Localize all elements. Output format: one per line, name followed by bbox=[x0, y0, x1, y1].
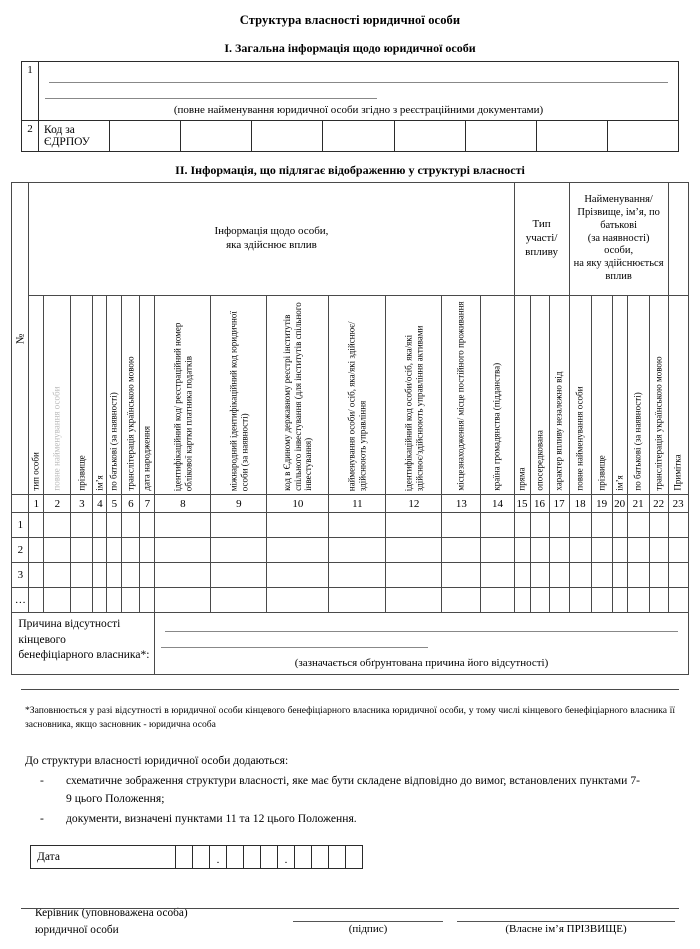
cell[interactable] bbox=[71, 588, 93, 613]
cell[interactable] bbox=[481, 513, 514, 538]
cell[interactable] bbox=[329, 513, 386, 538]
cell[interactable] bbox=[668, 588, 688, 613]
row-label: 1 bbox=[12, 513, 29, 538]
reason-caption: (зазначається обґрунтована причина його відсутності) bbox=[294, 657, 549, 669]
edrpou-digit-box[interactable] bbox=[181, 121, 252, 152]
footnote-text: *Заповнюється у разі відсутності в юридичної особи кінцевого бенефіціарного власника юридичної особи, у тому числі кінцевого бенефіціарного власника її засновника, якщо засновник - юридична особа bbox=[25, 705, 675, 730]
cell[interactable] bbox=[514, 588, 530, 613]
table-row bbox=[12, 513, 688, 538]
table-row-company-name bbox=[22, 62, 679, 121]
cell[interactable] bbox=[44, 588, 71, 613]
signature-block bbox=[25, 905, 675, 949]
bottom-divider bbox=[21, 908, 679, 909]
row-label: … bbox=[12, 588, 29, 613]
col-num-18: 18 bbox=[569, 495, 591, 513]
reason-label: Причина відсутності кінцевого бенефіціарного власника*: bbox=[12, 613, 155, 675]
cell[interactable] bbox=[530, 513, 549, 538]
col-header-6: транслітерація українською мовою bbox=[122, 296, 140, 495]
cell[interactable] bbox=[549, 563, 569, 588]
cell[interactable] bbox=[442, 588, 481, 613]
cell[interactable] bbox=[211, 588, 267, 613]
col-num-19: 19 bbox=[591, 495, 612, 513]
ownership-structure-table bbox=[11, 182, 688, 675]
bullet-dash-icon: - bbox=[40, 774, 44, 788]
cell[interactable] bbox=[569, 588, 591, 613]
col-num-21: 21 bbox=[627, 495, 649, 513]
row-index: 2 bbox=[22, 121, 39, 152]
signature-caption: (підпис) bbox=[348, 923, 388, 936]
col-header-16: опосередкована bbox=[530, 296, 549, 495]
cell[interactable] bbox=[612, 538, 627, 563]
cell[interactable] bbox=[514, 513, 530, 538]
col-header-11: найменування особи/ осіб, яка/які здійснює/ здійснюють управління bbox=[329, 296, 386, 495]
group-header-type: Тип участі/ впливу bbox=[514, 183, 569, 296]
cell[interactable] bbox=[155, 538, 211, 563]
cell[interactable] bbox=[481, 588, 514, 613]
cell[interactable] bbox=[386, 538, 442, 563]
col-header-19: прізвище bbox=[591, 296, 612, 495]
page-title: Структура власності юридичної особи bbox=[239, 13, 461, 27]
cell[interactable] bbox=[267, 588, 329, 613]
edrpou-digit-box[interactable] bbox=[252, 121, 323, 152]
cell[interactable] bbox=[386, 513, 442, 538]
col-num-23: 23 bbox=[668, 495, 688, 513]
name-rule-primary bbox=[49, 82, 668, 83]
cell[interactable] bbox=[612, 563, 627, 588]
column-number-row bbox=[12, 495, 688, 513]
cell[interactable] bbox=[140, 563, 155, 588]
cell[interactable] bbox=[29, 563, 44, 588]
attachments-intro: До структури власності юридичної особи додаються: bbox=[25, 753, 289, 767]
group-header-note-spacer bbox=[668, 183, 688, 296]
cell[interactable] bbox=[107, 538, 122, 563]
cell[interactable] bbox=[267, 538, 329, 563]
col-header-22: транслітерація українською мовою bbox=[649, 296, 668, 495]
group-header-influence: Інформація щодо особи, яка здійснює вплив bbox=[29, 183, 514, 296]
edrpou-digit-box[interactable] bbox=[536, 121, 607, 152]
col-header-21: по батькові (за наявності) bbox=[627, 296, 649, 495]
col-num-10: 10 bbox=[267, 495, 329, 513]
cell[interactable] bbox=[71, 563, 93, 588]
cell[interactable] bbox=[155, 588, 211, 613]
edrpou-digit-box[interactable] bbox=[465, 121, 536, 152]
cell[interactable] bbox=[612, 588, 627, 613]
reason-field[interactable] bbox=[155, 613, 688, 675]
cell[interactable] bbox=[549, 588, 569, 613]
name-caption: (Власне ім’я ПРІЗВИЩЕ) bbox=[505, 923, 627, 936]
cell[interactable] bbox=[267, 513, 329, 538]
cell[interactable] bbox=[591, 538, 612, 563]
divider-rule bbox=[21, 689, 679, 690]
date-year-box[interactable] bbox=[295, 846, 312, 869]
col-header-14: країна громадянства (підданства) bbox=[481, 296, 514, 495]
col-num-1: 1 bbox=[29, 495, 44, 513]
signature-role-line2: юридичної особи bbox=[35, 924, 119, 937]
cell[interactable] bbox=[71, 513, 93, 538]
cell[interactable] bbox=[329, 538, 386, 563]
cell[interactable] bbox=[211, 538, 267, 563]
col-header-9: міжнародний ідентифікаційний код юридичної особи (за наявності) bbox=[211, 296, 267, 495]
col-header-4: ім’я bbox=[93, 296, 107, 495]
cell[interactable] bbox=[29, 538, 44, 563]
col-header-2: повне найменування особи bbox=[44, 296, 71, 495]
table-row bbox=[12, 563, 688, 588]
cell[interactable] bbox=[44, 563, 71, 588]
attachments-list bbox=[40, 772, 640, 828]
cell[interactable] bbox=[155, 513, 211, 538]
header-group-row bbox=[12, 183, 688, 296]
col-num-17: 17 bbox=[549, 495, 569, 513]
company-name-caption: (повне найменування юридичної особи згідно з реєстраційними документами) bbox=[173, 104, 544, 116]
cell[interactable] bbox=[649, 588, 668, 613]
edrpou-digit-box[interactable] bbox=[323, 121, 394, 152]
cell[interactable] bbox=[267, 563, 329, 588]
num-corner bbox=[12, 495, 29, 513]
header-rotated-row bbox=[12, 296, 688, 495]
cell[interactable] bbox=[649, 538, 668, 563]
reason-rule-primary bbox=[165, 631, 677, 632]
date-table bbox=[30, 845, 363, 869]
col-header-8: ідентифікаційний код/ реєстраційний номер облікової картки платника податків bbox=[155, 296, 211, 495]
col-num-4: 4 bbox=[93, 495, 107, 513]
cell[interactable] bbox=[29, 588, 44, 613]
cell[interactable] bbox=[329, 563, 386, 588]
cell[interactable] bbox=[569, 538, 591, 563]
col-num-7: 7 bbox=[140, 495, 155, 513]
cell[interactable] bbox=[211, 513, 267, 538]
col-header-7: дата народження bbox=[140, 296, 155, 495]
cell[interactable] bbox=[549, 538, 569, 563]
cell[interactable] bbox=[93, 513, 107, 538]
date-label: Дата bbox=[31, 846, 176, 869]
cell[interactable] bbox=[442, 563, 481, 588]
cell[interactable] bbox=[107, 588, 122, 613]
col-num-8: 8 bbox=[155, 495, 211, 513]
table-row bbox=[12, 538, 688, 563]
cell[interactable] bbox=[649, 563, 668, 588]
date-separator: . bbox=[210, 846, 227, 869]
date-month-box[interactable] bbox=[244, 846, 261, 869]
reason-row bbox=[12, 613, 688, 675]
col-num-12: 12 bbox=[386, 495, 442, 513]
cell[interactable] bbox=[107, 563, 122, 588]
col-num-14: 14 bbox=[481, 495, 514, 513]
cell[interactable] bbox=[122, 563, 140, 588]
signature-role-line1: Керівник (уповноважена особа) bbox=[35, 907, 188, 920]
cell[interactable] bbox=[140, 513, 155, 538]
col-num-2: 2 bbox=[44, 495, 71, 513]
bullet-dash-icon: - bbox=[40, 812, 44, 826]
col-header-23: Примітка bbox=[668, 296, 688, 495]
col-header-18: повне найменування особи bbox=[569, 296, 591, 495]
cell[interactable] bbox=[93, 563, 107, 588]
cell[interactable] bbox=[514, 538, 530, 563]
list-item bbox=[40, 772, 640, 808]
cell[interactable] bbox=[122, 513, 140, 538]
cell[interactable] bbox=[93, 588, 107, 613]
list-item-text: схематичне зображення структури власності, яке має бути складене відповідно до вимог, встановлених пунктами 7-9 цього Положення; bbox=[66, 774, 640, 806]
cell[interactable] bbox=[668, 563, 688, 588]
cell[interactable] bbox=[329, 588, 386, 613]
cell[interactable] bbox=[627, 513, 649, 538]
edrpou-label: Код за ЄДРПОУ bbox=[39, 121, 110, 152]
col-header-1: тип особи bbox=[29, 296, 44, 495]
col-header-20: ім’я bbox=[612, 296, 627, 495]
edrpou-digit-box[interactable] bbox=[394, 121, 465, 152]
col-header-13: місцезнаходження/ місце постійного проживання bbox=[442, 296, 481, 495]
cell[interactable] bbox=[530, 538, 549, 563]
date-year-box[interactable] bbox=[329, 846, 346, 869]
cell[interactable] bbox=[591, 588, 612, 613]
name-rule-secondary bbox=[45, 98, 377, 99]
edrpou-digit-box[interactable] bbox=[110, 121, 181, 152]
cell[interactable] bbox=[140, 538, 155, 563]
cell[interactable] bbox=[211, 563, 267, 588]
cell[interactable] bbox=[627, 563, 649, 588]
cell[interactable] bbox=[569, 513, 591, 538]
col-num-6: 6 bbox=[122, 495, 140, 513]
col-header-17: характер впливу незалежно від bbox=[549, 296, 569, 495]
company-name-field[interactable] bbox=[39, 62, 679, 121]
table-row-edrpou bbox=[22, 121, 679, 152]
cell[interactable] bbox=[44, 538, 71, 563]
col-num-3: 3 bbox=[71, 495, 93, 513]
col-num-11: 11 bbox=[329, 495, 386, 513]
signature-line[interactable] bbox=[293, 921, 443, 922]
col-num-22: 22 bbox=[649, 495, 668, 513]
row-label: 3 bbox=[12, 563, 29, 588]
list-item bbox=[40, 810, 640, 828]
general-info-table bbox=[21, 61, 679, 152]
cell[interactable] bbox=[107, 513, 122, 538]
cell[interactable] bbox=[44, 513, 71, 538]
date-month-box[interactable] bbox=[261, 846, 278, 869]
cell[interactable] bbox=[481, 563, 514, 588]
column-no-header: № bbox=[12, 183, 29, 495]
reason-rule-secondary bbox=[161, 647, 427, 648]
cell[interactable] bbox=[668, 538, 688, 563]
cell[interactable] bbox=[569, 563, 591, 588]
cell[interactable] bbox=[93, 538, 107, 563]
cell[interactable] bbox=[442, 538, 481, 563]
date-day-box[interactable] bbox=[176, 846, 193, 869]
col-num-20: 20 bbox=[612, 495, 627, 513]
col-header-10: код в Єдиному державному реєстрі інститутів спільного інвестування (для інститутів спільного інвестування) bbox=[267, 296, 329, 495]
cell[interactable] bbox=[549, 513, 569, 538]
cell[interactable] bbox=[140, 588, 155, 613]
section-2-title: II. Інформація, що підлягає відображенню у структурі власності bbox=[175, 163, 525, 177]
cell[interactable] bbox=[627, 538, 649, 563]
signature-role bbox=[35, 905, 285, 939]
edrpou-digit-box[interactable] bbox=[607, 121, 678, 152]
cell[interactable] bbox=[514, 563, 530, 588]
cell[interactable] bbox=[530, 588, 549, 613]
cell[interactable] bbox=[122, 538, 140, 563]
date-month-box[interactable] bbox=[227, 846, 244, 869]
cell[interactable] bbox=[627, 588, 649, 613]
row-index: 1 bbox=[22, 62, 39, 121]
cell[interactable] bbox=[155, 563, 211, 588]
date-year-box[interactable] bbox=[312, 846, 329, 869]
cell[interactable] bbox=[386, 588, 442, 613]
date-separator: . bbox=[278, 846, 295, 869]
cell[interactable] bbox=[649, 513, 668, 538]
cell[interactable] bbox=[71, 538, 93, 563]
date-year-box[interactable] bbox=[346, 846, 363, 869]
section-1-title: I. Загальна інформація щодо юридичної особи bbox=[224, 41, 476, 55]
col-num-5: 5 bbox=[107, 495, 122, 513]
col-header-5: по батькові (за наявності) bbox=[107, 296, 122, 495]
col-num-16: 16 bbox=[530, 495, 549, 513]
cell[interactable] bbox=[442, 513, 481, 538]
cell[interactable] bbox=[481, 538, 514, 563]
table-row bbox=[12, 588, 688, 613]
group-header-target: Найменування/ Прізвище, ім’я, по батькові (за наявності) особи, на яку здійснюється вплив bbox=[569, 183, 668, 296]
cell[interactable] bbox=[122, 588, 140, 613]
col-num-9: 9 bbox=[211, 495, 267, 513]
cell[interactable] bbox=[668, 513, 688, 538]
cell[interactable] bbox=[386, 563, 442, 588]
list-item-text: документи, визначені пунктами 11 та 12 цього Положення. bbox=[66, 812, 357, 826]
date-row bbox=[31, 846, 363, 869]
cell[interactable] bbox=[591, 563, 612, 588]
name-line[interactable] bbox=[457, 921, 675, 922]
date-day-box[interactable] bbox=[193, 846, 210, 869]
col-header-15: пряма bbox=[514, 296, 530, 495]
cell[interactable] bbox=[530, 563, 549, 588]
cell[interactable] bbox=[29, 513, 44, 538]
row-label: 2 bbox=[12, 538, 29, 563]
col-num-13: 13 bbox=[442, 495, 481, 513]
cell[interactable] bbox=[612, 513, 627, 538]
col-num-15: 15 bbox=[514, 495, 530, 513]
col-header-3: прізвище bbox=[71, 296, 93, 495]
cell[interactable] bbox=[591, 513, 612, 538]
col-header-12: ідентифікаційний код особи/осіб, яка/які здійснює/здійснюють управління активами bbox=[386, 296, 442, 495]
